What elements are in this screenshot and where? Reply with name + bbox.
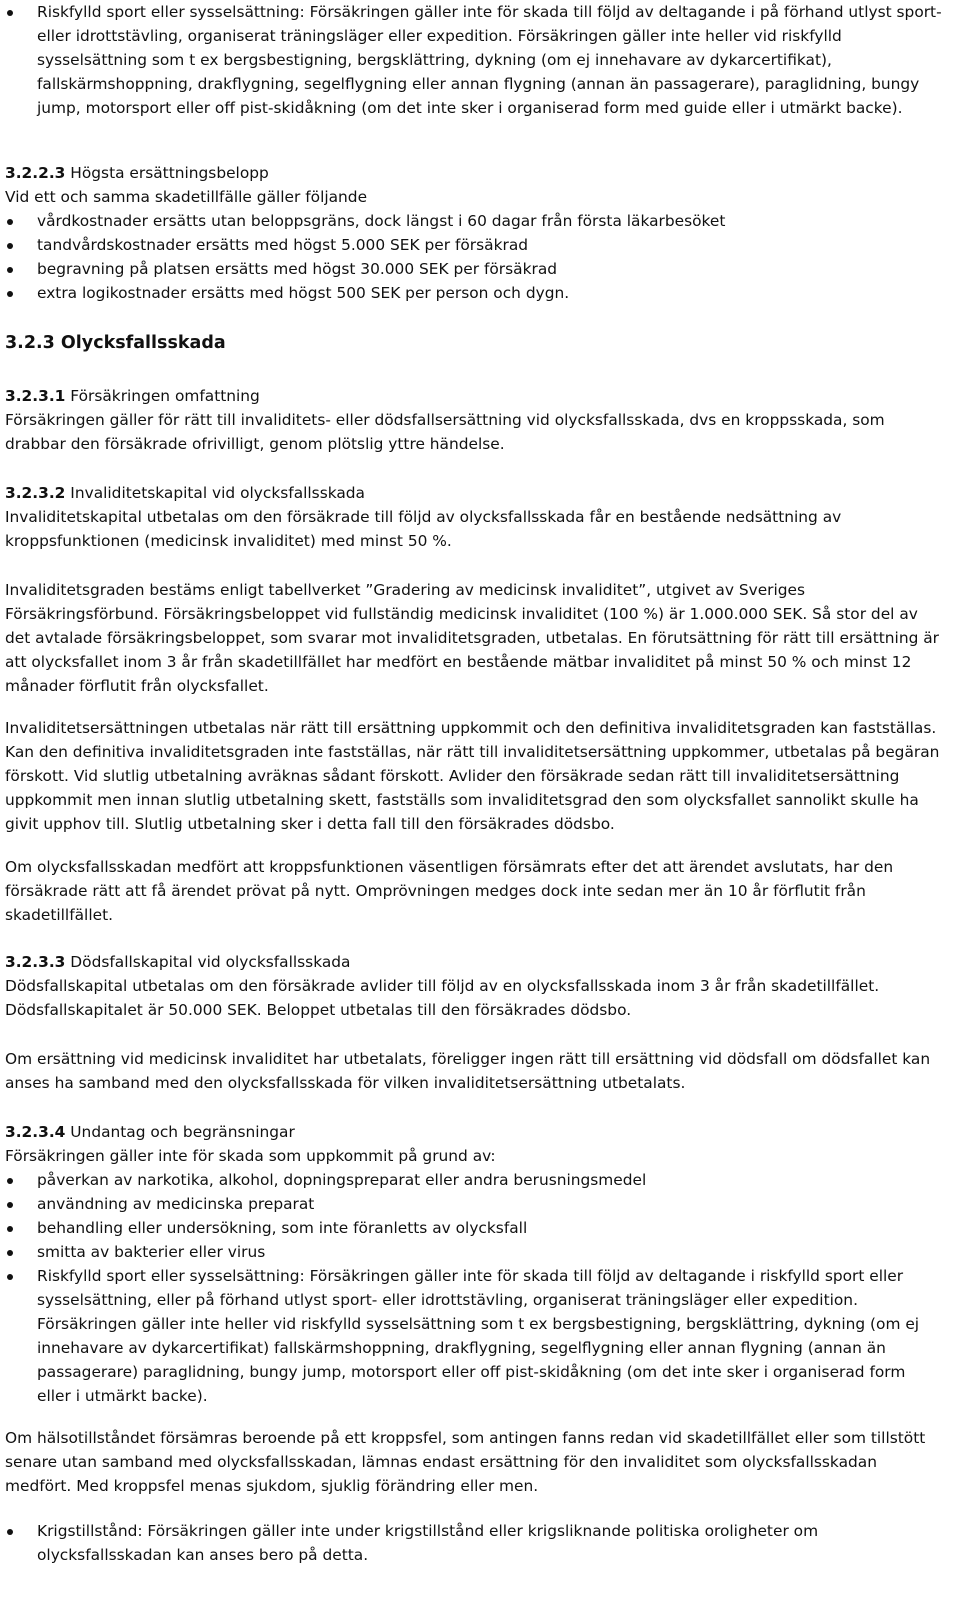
- section-heading: 3.2.3.4 Undantag och begränsningar: [5, 1123, 295, 1141]
- invalidity-payment-paragraph: Invaliditetsersättningen utbetalas när rätt till ersättning uppkommit och den definitiva invaliditetsgraden kan fastställas. Kan den definitiva invaliditetsgraden inte fastställas, när rätt till invaliditetsersättning uppkommer, utbetalas på begäran förskott. Vid slutlig utbetalning avräknas sådant förskott. Avlider den försäkrade sedan rätt till invaliditetsersättning uppkommit men innan slutlig utbetalning skett, fastställs som invaliditetsgrad den som olycksfallet sannolikt skulle ha givit upphov till. Slutlig utbetalning sker i detta fall till den försäkrades dödsbo.: [5, 719, 940, 833]
- reassessment-paragraph: Om olycksfallsskadan medfört att kroppsfunktionen väsentligen försämrats efter det att ärendet avslutats, har den försäkrade rätt att få ärendet prövat på nytt. Omprövningen medges dock inte sedan mer än 10 år förflutit från skadetillfället.: [5, 858, 894, 924]
- list-item: tandvårdskostnader ersätts med högst 5.000 SEK per försäkrad: [5, 233, 943, 257]
- list-item: påverkan av narkotika, alkohol, dopningspreparat eller andra berusningsmedel: [5, 1168, 943, 1192]
- section-heading: 3.2.3.1 Försäkringen omfattning: [5, 387, 260, 405]
- death-benefit-paragraph: Om ersättning vid medicinsk invaliditet har utbetalats, föreligger ingen rätt till ersättning vid dödsfall om dödsfallet kan anses ha samband med den olycksfallsskada för vilken invaliditetsersättning utbetalats.: [5, 1050, 931, 1092]
- section-3-2-3-2: [5, 481, 943, 553]
- list-item: Riskfylld sport eller sysselsättning: Försäkringen gäller inte för skada till följd av deltagande i riskfylld sport eller sysselsättning, eller på förhand utlyst sport- eller idrottstävling, organiserat träningsläger eller expedition. Försäkringen gäller inte heller vid riskfylld sysselsättning som t ex bergsbestigning, bergsklättring, dykning (om ej innehavare av dykarcertifikat) fallskärmshoppning, drakflygning, segelflygning eller annan flygning (annan än passagerare) paraglidning, bungy jump, motorsport eller off pist-skidåkning (om det inte sker i organiserad form eller i utmärkt backe).: [5, 1264, 943, 1408]
- list-item: Krigstillstånd: Försäkringen gäller inte under krigstillstånd eller krigsliknande politiska oroligheter om olycksfallsskadan kan anses bero på detta.: [5, 1519, 943, 1567]
- section-heading: 3.2.3.2 Invaliditetskapital vid olycksfallsskada: [5, 484, 365, 502]
- section-paragraph: Invaliditetskapital utbetalas om den försäkrade till följd av olycksfallsskada får en bestående nedsättning av kroppsfunktionen (medicinsk invaliditet) med minst 50 %.: [5, 508, 842, 550]
- exclusions-list: [5, 1168, 943, 1408]
- section-intro: Vid ett och samma skadetillfälle gäller följande: [5, 188, 368, 206]
- section-intro: Försäkringen gäller inte för skada som uppkommit på grund av:: [5, 1147, 496, 1165]
- section-3-2-2-3: [5, 161, 943, 305]
- section-3-2-3-3: [5, 950, 943, 1022]
- section-3-2-3-4: [5, 1120, 943, 1408]
- list-item: användning av medicinska preparat: [5, 1192, 943, 1216]
- section-heading: 3.2.2.3 Högsta ersättningsbelopp: [5, 164, 269, 182]
- health-condition-paragraph: Om hälsotillståndet försämras beroende på ett kroppsfel, som antingen fanns redan vid skadetillfället eller som tillstött senare utan samband med olycksfallsskadan, lämnas endast ersättning för den invaliditet som olycksfallsskadan medfört. Med kroppsfel menas sjukdom, sjuklig förändring eller men.: [5, 1429, 926, 1495]
- section-3-2-3-1: [5, 384, 943, 456]
- section-heading: 3.2.3.3 Dödsfallskapital vid olycksfallsskada: [5, 953, 351, 971]
- section-3-2-3: [5, 331, 943, 355]
- list-item: Riskfylld sport eller sysselsättning: Försäkringen gäller inte för skada till följd av deltagande i på förhand utlyst sport- eller idrottstävling, organiserat träningsläger eller expedition. Försäkringen gäller inte heller vid riskfylld sysselsättning som t ex bergsbestigning, bergsklättring, dykning (om ej innehavare av dykarcertifikat), fallskärmshoppning, drakflygning, segelflygning eller annan flygning (annan än passagerare), paraglidning, bungy jump, motorsport eller off pist-skidåkning (om det inte sker i organiserad form med guide eller i utmärkt backe).: [5, 0, 943, 120]
- section-title: 3.2.3 Olycksfallsskada: [5, 333, 226, 353]
- invalidity-grade-paragraph: Invaliditetsgraden bestäms enligt tabellverket ”Gradering av medicinsk invaliditet”, utgivet av Sveriges Försäkringsförbund. Försäkringsbeloppet vid fullständig medicinsk invaliditet (100 %) är 1.000.000 SEK. Så stor del av det avtalade försäkringsbeloppet, som svarar mot invaliditetsgraden, utbetalas. En förutsättning för rätt till ersättning är att olycksfallet inom 3 år från skadetillfället har medfört en bestående mätbar invaliditet på minst 50 % och minst 12 månader förflutit från olycksfallet.: [5, 581, 939, 695]
- max-amount-list: [5, 209, 943, 305]
- list-item: smitta av bakterier eller virus: [5, 1240, 943, 1264]
- list-item: extra logikostnader ersätts med högst 500 SEK per person och dygn.: [5, 281, 943, 305]
- section-body: Försäkringen gäller för rätt till invaliditets- eller dödsfallsersättning vid olycksfallsskada, dvs en kroppsskada, som drabbar den försäkrade ofrivilligt, genom plötslig yttre händelse.: [5, 411, 885, 453]
- war-list: [5, 1519, 943, 1567]
- list-item: vårdkostnader ersätts utan beloppsgräns, dock längst i 60 dagar från första läkarbesöket: [5, 209, 943, 233]
- list-item: begravning på platsen ersätts med högst 30.000 SEK per försäkrad: [5, 257, 943, 281]
- list-item: behandling eller undersökning, som inte föranletts av olycksfall: [5, 1216, 943, 1240]
- risky-sport-list-top: [5, 0, 943, 120]
- section-paragraph: Dödsfallskapital utbetalas om den försäkrade avlider till följd av en olycksfallsskada inom 3 år från skadetillfället. Dödsfallskapitalet är 50.000 SEK. Beloppet utbetalas till den försäkrades dödsbo.: [5, 977, 880, 1019]
